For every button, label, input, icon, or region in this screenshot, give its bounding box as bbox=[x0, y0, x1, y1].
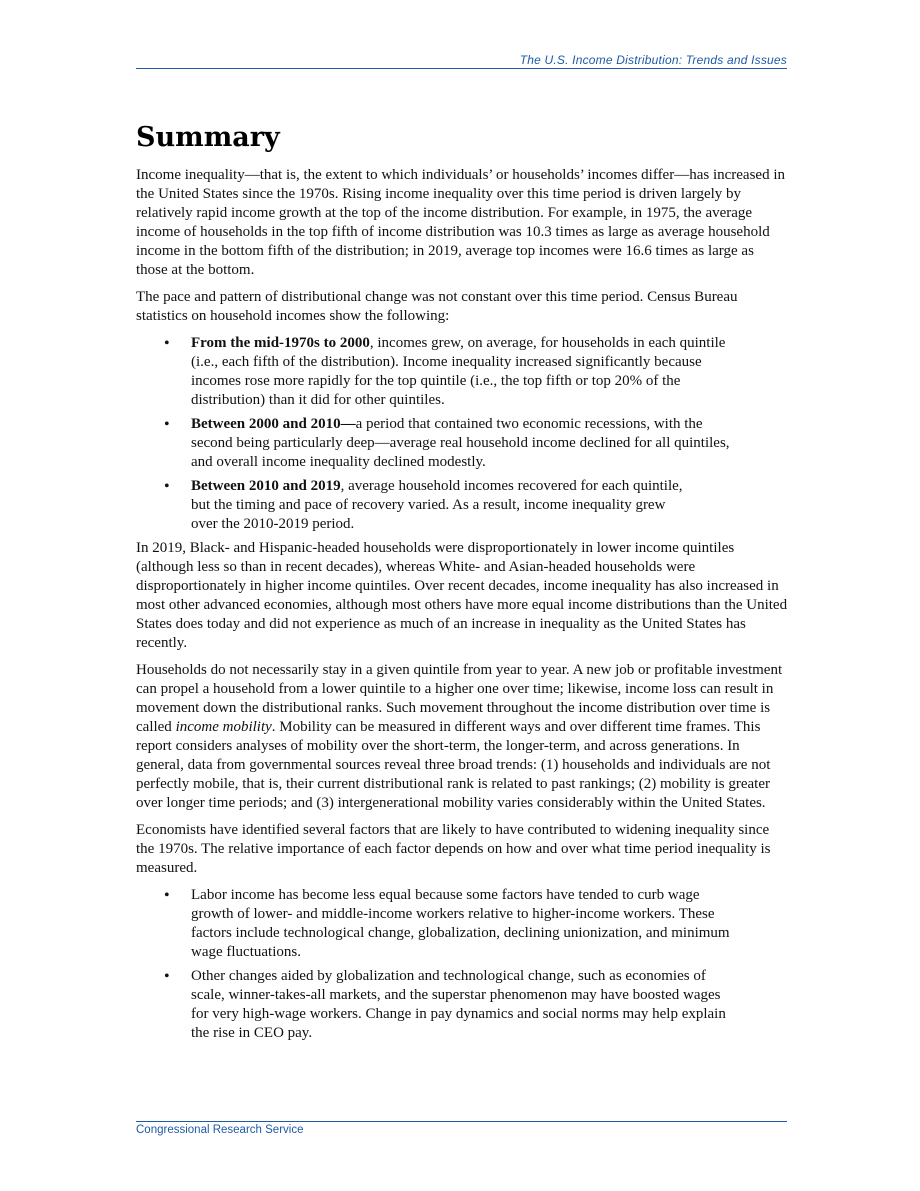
list-item-text: a period that contained two economic recessions, with the second being particularly deep—average real household income declined for all quintiles, and overall income inequality declined modestly. bbox=[191, 416, 730, 470]
list-item bbox=[136, 967, 788, 1043]
list-item bbox=[136, 415, 788, 472]
list-item bbox=[136, 477, 788, 534]
paragraph-5: Economists have identified several factors that are likely to have contributed to widening inequality since the 1970s. The relative importance of each factor depends on how and over what time period inequality is measured. bbox=[136, 822, 771, 876]
list-item-lead: Between 2000 and 2010— bbox=[191, 416, 356, 432]
list-item-text: Other changes aided by globalization and technological change, such as economies of scale, winner-takes-all markets, and the superstar phenomenon may have boosted wages for very high-wage workers. Change in pay dynamics and social norms may help explain the rise in CEO pay. bbox=[191, 968, 726, 1041]
list-item-lead: From the mid-1970s to 2000 bbox=[191, 335, 370, 351]
paragraph-4-end: . Mobility can be measured in different ways and over different time frames. This report considers analyses of mobility over the short-term, the longer-term, and across generations. In general, data from governmental sources reveal three broad trends: (1) households and individuals are not perfectly mobile, that is, their current distributional rank is related to past rankings; (2) mobility is greater over longer time periods; and (3) intergenerational mobility varies considerably within the United States. bbox=[136, 719, 771, 811]
list-item-lead: Between 2010 and 2019 bbox=[191, 478, 341, 494]
list-item-text: Labor income has become less equal because some factors have tended to curb wage growth of lower- and middle-income workers relative to higher-income workers. These factors include technological change, globalization, declining unionization, and minimum wage fluctuations. bbox=[191, 887, 730, 960]
running-header: The U.S. Income Distribution: Trends and Issues bbox=[519, 53, 787, 67]
list-item-text: , incomes grew, on average, for households in each quintile (i.e., each fifth of the distribution). Income inequality increased significantly because incomes rose more rapidly for the top quintile (i.e., the top fifth or top 20% of the distribution) than it did for other quintiles. bbox=[191, 335, 726, 408]
running-footer: Congressional Research Service bbox=[136, 1124, 304, 1136]
paragraph-1: Income inequality—that is, the extent to which individuals’ or households’ incomes differ—has increased in the United States since the 1970s. Rising income inequality over this time period is driven largely by relatively rapid income growth at the top of the income distribution. For example, in 1975, the average income of households in the top fifth of income distribution was 10.3 times as large as average household income in the bottom fifth of the distribution; in 2019, average top incomes were 16.6 times as large as those at the bottom. bbox=[136, 167, 786, 278]
paragraph-4 bbox=[136, 661, 788, 813]
paragraph-4-start: Households do not necessarily stay in a given quintile from year to year. A new job or profitable investment can propel a household from a lower quintile to a higher one over time; likewise, income loss can result in movement down the distributional ranks. Such movement throughout the income distribution over time is called bbox=[136, 662, 783, 735]
trends-list bbox=[136, 334, 788, 534]
paragraph-3: In 2019, Black- and Hispanic-headed households were disproportionately in lower income quintiles (although less so than in recent decades), whereas White- and Asian-headed households were disproportionately in higher income quintiles. Over recent decades, income inequality has also increased in most other advanced economies, although most others have more equal income distributions than the United States does today and did not experience as much of an increase in inequality as the United States has recently. bbox=[136, 540, 788, 651]
section-heading: Summary bbox=[136, 122, 280, 153]
list-item bbox=[136, 886, 788, 962]
summary-body bbox=[136, 166, 788, 1048]
term-income-mobility: income mobility bbox=[175, 719, 272, 735]
footer-rule bbox=[136, 1121, 787, 1122]
paragraph-2: The pace and pattern of distributional change was not constant over this time period. Census Bureau statistics on household incomes show the following: bbox=[136, 289, 738, 324]
factors-list bbox=[136, 886, 788, 1043]
header-rule bbox=[136, 68, 787, 69]
list-item bbox=[136, 334, 788, 410]
list-item-text: , average household incomes recovered for each quintile, but the timing and pace of recovery varied. As a result, income inequality grew over the 2010-2019 period. bbox=[191, 478, 683, 532]
